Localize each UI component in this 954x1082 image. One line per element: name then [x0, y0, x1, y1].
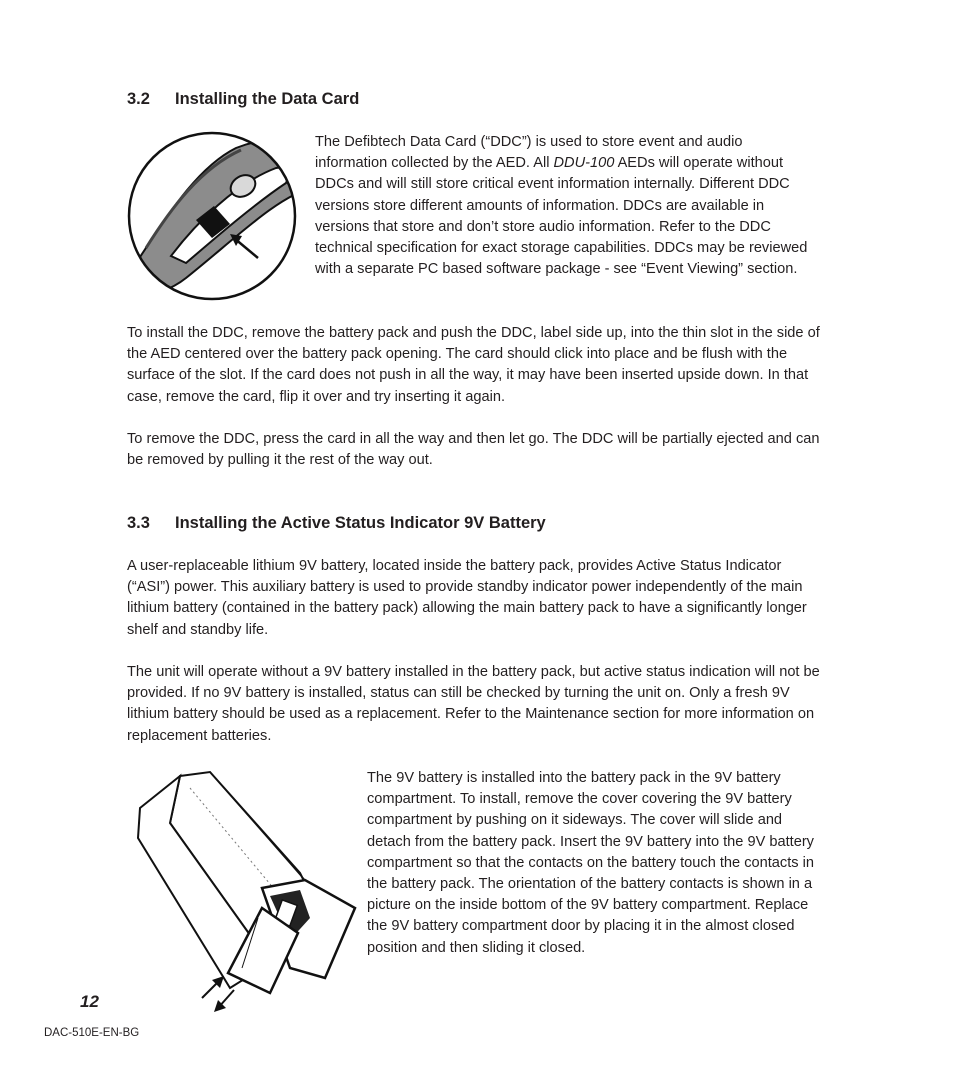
- ddc-insertion-illustration: [126, 128, 306, 304]
- section-title: Installing the Data Card: [175, 90, 360, 108]
- document-id: DAC-510E-EN-BG: [44, 1027, 140, 1039]
- ddc-intro-paragraph: The Defibtech Data Card (“DDC”) is used to store event and audio information collected by the AED. All DDU-100 AEDs will operate without DDCs and will still store critical event information internally. Different DDC versions store different amounts of information. DDCs are available in versions that store and don’t store audio information. Refer to the DDC technical specification for exact storage capabilities. DDCs may be reviewed with a separate PC based software package - see “Event Viewing” section.: [315, 134, 808, 278]
- section-title: Installing the Active Status Indicator 9V Battery: [175, 514, 546, 532]
- 9v-install-paragraph: The 9V battery is installed into the battery pack in the 9V battery compartment. To install, remove the cover covering the 9V battery compartment by pushing on it sideways. The cover will slide and detach from the battery pack. Insert the 9V battery into the 9V battery compartment so that the contacts on the battery touch the contacts in the battery pack. The orientation of the battery contacts is shown in a picture on the inside bottom of the 9V battery compartment. Replace the 9V battery compartment door by placing it in the almost closed position and then sliding it closed.: [367, 770, 814, 956]
- ddc-install-paragraph: To install the DDC, remove the battery pack and push the DDC, label side up, into the thin slot in the side of the AED centered over the battery pack opening. The card should click into place and be flush with the surface of the slot. If the card does not push in all the way, it may have been inserted upside down. In that case, remove the card, flip it over and try inserting it again.: [127, 325, 820, 405]
- section-3-3-heading: [127, 514, 546, 533]
- page-number: 12: [80, 992, 99, 1011]
- ddc-remove-paragraph: To remove the DDC, press the card in all the way and then let go. The DDC will be partially ejected and can be removed by pulling it the rest of the way out.: [127, 431, 820, 469]
- section-number: 3.3: [127, 514, 150, 532]
- no-9v-battery-paragraph: The unit will operate without a 9V battery installed in the battery pack, but active status indication will not be provided. If no 9V battery is installed, status can still be checked by turning the unit on. Only a fresh 9V lithium battery should be used as a replacement. Refer to the Maintenance section for more information on replacement batteries.: [127, 664, 820, 744]
- section-number: 3.2: [127, 90, 150, 108]
- battery-pack-illustration: [130, 768, 362, 1020]
- asi-battery-paragraph: A user-replaceable lithium 9V battery, located inside the battery pack, provides Active Status Indicator (“ASI”) power. This auxiliary battery is used to provide standby indicator power independently of the main lithium battery (contained in the battery pack) allowing the main battery pack to have a significantly longer shelf and standby life.: [127, 558, 807, 638]
- model-name: DDU-100: [553, 155, 615, 172]
- section-3-2-heading: [127, 90, 359, 109]
